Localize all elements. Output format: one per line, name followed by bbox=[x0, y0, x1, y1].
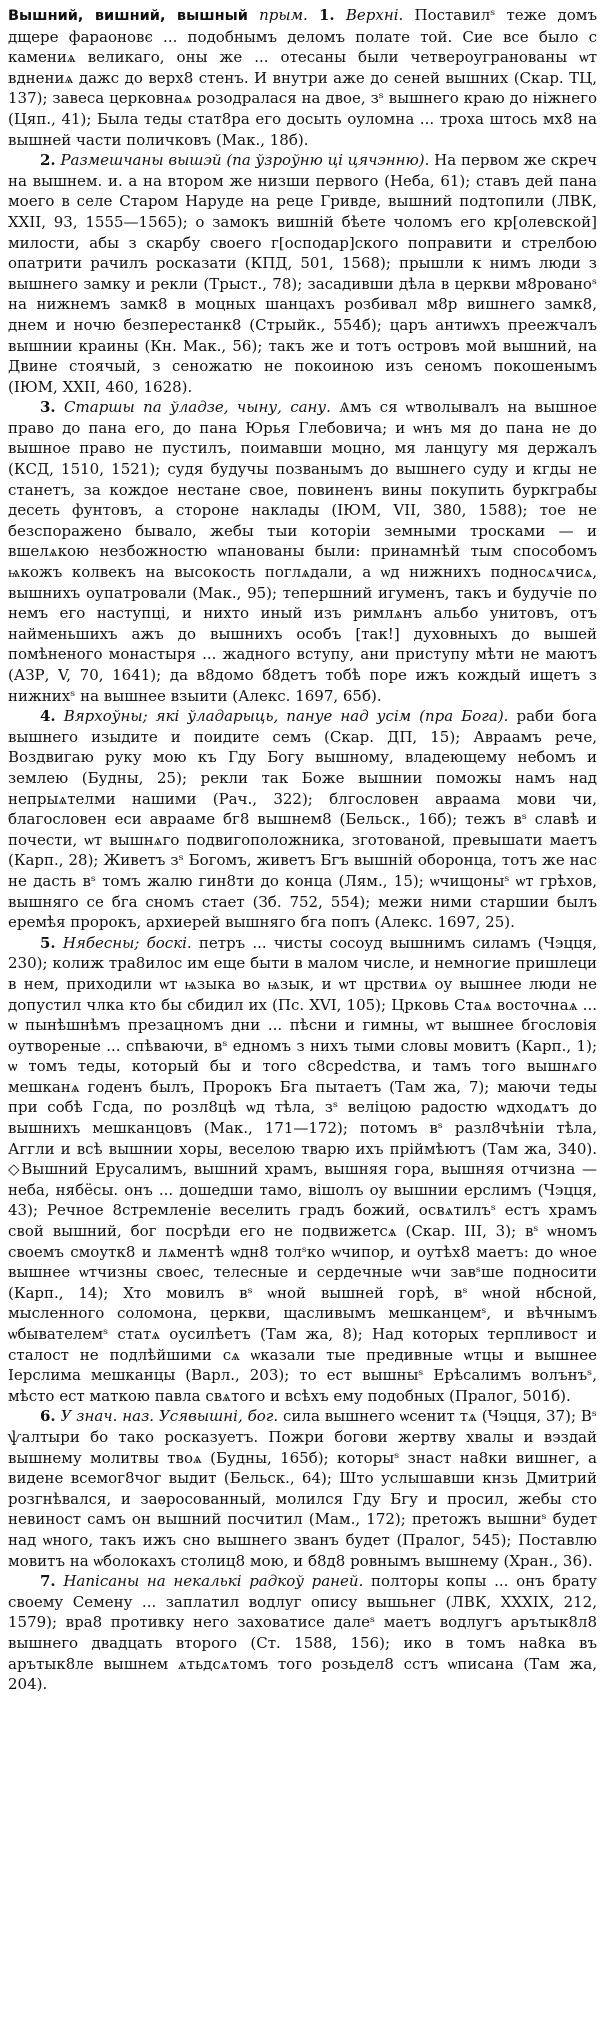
sense-number: 7. bbox=[40, 1572, 56, 1591]
sense-definition: Размешчаны вышэй (па ўзроўню ці цячэнню). bbox=[60, 151, 430, 170]
sense-2 bbox=[8, 150, 597, 397]
sense-citations: сила вышнего ѡсенит тѧ (Чэцця, 37); Вˢ ѱалтыри бо тако росказуетъ. Пожри богови жертву хвалы и вэздай вышнему молитвы твоѧ (Будны, 165б); которыˢ знаст на8ки вишнег, а видене всемог8чог выдит (Бельск., 64); Што услышавши кнзь Дмитрий розгнѣвался, и заѳросованный, молился Гду Бгу и просил, жебы сто невиност самъ он вышний посчитил (Мам., 172); претожъ вышниˢ будет над ѡного, такъ ижъ сно вышнего званъ будет (Пралог, 545); Поставлю мовитъ на ѡболокахъ столиц8 мою, и б8д8 ровнымъ вышнему (Хран., 36). bbox=[8, 1407, 597, 1570]
sense-number: 6. bbox=[40, 1407, 56, 1426]
sense-definition: Старшы па ўладзе, чыну, сану. bbox=[64, 398, 331, 417]
sense-citations: На первом же скреч на вышнем. и. а на втором же низши первого (Неба, 61); ставъ дей пана моего в селе Старом Наруде на реце Гривде, вышний подтопили (ЛВК, XXII, 93, 1555—1565); о замокъ вишній бѣете чоломъ его кр[олевской] милости, абы з скарбу своего г[осподар]ского поправити и стрелбою опатрити рачилъ росказати (КПД, 501, 1568); прышли к нимъ люди з вышнего замку и рекли (Трыст., 78); засадивши дѣла в церкви м8рованоˢ на нижнемъ замк8 в моцных шанцахъ розбивал м8р вишнего замк8, днем и ночю безперестанк8 (Стрыйк., 554б); царъ антиѡхъ преежчалъ вышнии краины (Кн. Мак., 56); такъ же и тотъ островъ мой вышний, на Двине стоячый, з сеножатю не покоиною изъ сеномъ покошенымъ (ІЮМ, XXII, 460, 1628). bbox=[8, 151, 597, 396]
sense-definition: Нябесны; боскі. bbox=[62, 933, 192, 952]
sense-4 bbox=[8, 706, 597, 933]
sense-3 bbox=[8, 397, 597, 706]
sense-number: 3. bbox=[40, 398, 56, 417]
headword: Вышний, вишний, вышный bbox=[8, 8, 248, 24]
sense-definition: Верхні. bbox=[345, 6, 404, 24]
sense-citations: петръ ... чисты сосоуд вышнимъ силамъ (Чэцця, 230); колиж тра8илос им еще быти в малом числе, и немногие пришлеци в нем, приходили ѡт ѩзыка во ѩзык, и ѡт црствиѧ оу вышнее люди не допустил члка кто бы сбидил их (Пс. XVI, 105); Црковь Стаѧ восточнаѧ ... ѡ пынѣшнѣмъ презацномъ дни ... пѣсни и гимны, ѡт вышнее бгословія оутвореные ... спѣваючи, вˢ едномъ з нихъ тыми словы мовитъ (Карп., 1); ѡ томъ теды, который бы и того с8среdства, и тамъ того вышнѧго мешканѧ годенъ былъ, Пророкъ Бга пытаетъ (Там жа, 7); маючи теды при собѣ Гсда, по розл8цѣ ѡд тѣла, зˢ веліцою радостю ѡдходѧтъ до вышнихъ мешканцовъ (Мак., 171—172); потомъ вˢ разл8чѣніи тѣла, Аггли и всѣ вышнии хоры, веселою тварю ихъ пріймѣютъ (Там жа, 340). ◇Вышний Ерусалимъ, вышний храмъ, вышняя гора, вышняя отчизна — неба, нябёсы. онъ ... дошедши тамо, вішолъ оу вышнии ерслимъ (Чэцця, 43); Речное 8стремленіе веселить градъ божий, освѧтилъˢ естъ храмъ свой вышний, бог посрѣди его не подвижетсѧ (Скар. ІІІ, 3); вˢ ѡномъ своемъ смоутк8 и лѧментѣ ѡдн8 толˢко ѡчипор, и оутѣх8 маетъ: до ѡное вышнее ѡтчизны своес, телесные и сердечные ѡчи завˢше подносити (Карп., 14); Хто мовилъ вˢ ѡной вышней горѣ, вˢ ѡной нбсной, мысленного соломона, церкви, щасливымъ мешканцемˢ, и вѣчнымъ ѡбывателемˢ статѧ оусилѣетъ (Там жа, 8); Над которых терпливост и сталост не подлѣйшими сѧ ѡказали тые предивные ѡтцы и вышнее Іерслима мешканцы (Варл., 203); то ест вышныˢ Ерѣсалимъ волънъˢ, мѣсто ест маткою павла свѧтого и всѣхъ ему подобных (Пралог, 501б). bbox=[8, 933, 597, 1405]
sense-citations: полторы копы ... онъ брату своему Семену ... заплатил водлуг опису вышьнег (ЛВК, XXXIX, 212, 1579); вра8 противку него заховатисе далеˢ маетъ водлугъ арътык8л8 вышнего двадцать второго (Ст. 1588, 156); ико в томъ на8ка въ арътык8ле вышнем ѧтьдсѧтомъ того розьдел8 сстъ ѡписана (Там жа, 204). bbox=[8, 1572, 598, 1694]
sense-5 bbox=[8, 933, 597, 1407]
sense-definition: Вярхоўны; які ўладарыць, пануе над усім (пра Бога). bbox=[63, 707, 509, 726]
sense-7 bbox=[8, 1571, 597, 1695]
sense-1 bbox=[8, 5, 597, 150]
sense-definition: Напісаны на некалькі радкоў раней. bbox=[63, 1572, 364, 1591]
sense-citations: Ѧмъ ся ѡтволывалъ на вышное право до пана его, до пана Юрья Глебовича; и ѡнъ мя до пана не до вышное право не пустилъ, поимавши моцно, мя ланцугу мя держалъ (КСД, 1510, 1521); судя будучы позванымъ до вышнего суду и кгды не станетъ, за кождое нестане свое, повиненъ вины покупить буркграбы десеть фунтовъ, а стороне наклады (ІЮМ, VII, 380, 1588); тое не безспоражено бывало, жебы тыи которіи земными тросками — и вшелѧкою незбожностю ѡпанованы были: принамнѣй тым способомъ ѩкожъ колвекъ на высокость поглѧдали, а ѡд нижнихъ подносѧчисѧ, вышнихъ оупатровали (Мак., 95); тепершний игуменъ, такъ и будучіе по немъ его наступці, и нихто иный изъ римлѧнъ альбо унитовъ, отъ найменьшихъ ажъ до вышнихъ особъ [так!] духовныхъ до вышей помѣненого монастыря ... жадного вступу, ани приступу мѣти не маютъ (АЗР, V, 70, 1641); да в8домо б8детъ тобѣ поре ижъ кождый ищетъ з нижнихˢ на вышнее взыити (Алекс. 1697, 65б). bbox=[8, 398, 597, 705]
sense-citations: раби бога вышнего изыдите и поидите семъ (Скар. ДП, 15); Авраамъ рече, Воздвигаю руку мою къ Гду Богу вышному, владеющему небомъ и землею (Будны, 25); рекли так Боже вышнии поможы намъ над непрыѧтелми нашими (Рач., 322); блгословен авраама мови чи, благословен еси аврааме бг8 вышнем8 (Бельск., 16б); тежъ вˢ славѣ и почести, ѡт вышнѧго подвигоположника, зготованой, превышати маетъ (Карп., 28); Живетъ зˢ Богомъ, живетъ Бгъ вышній оборонца, тотъ же нас не дасть вˢ томъ жалю гин8ти до конца (Лям., 15); ѡчищоныˢ ѡт грѣхов, вышняго се бга сномъ стает (Зб. 752, 554); межи ними старшии былъ еремѣя пророкъ, архиерей вышняго бга попъ (Алекс. 1697, 25). bbox=[8, 707, 597, 932]
sense-6 bbox=[8, 1406, 597, 1571]
sense-number: 2. bbox=[40, 151, 56, 170]
sense-citations: Поставилˢ теже домъ дщере фараоновє ... подобнымъ деломъ полате той. Сие все было с камениѧ великаго, оны же ... отесаны были четвероугранованы ѡт вднениѧ дажс до верх8 стенъ. И внутри аже до сеней вышних (Скар. ТЦ, 137); завеса церковнаѧ розодралася на двое, зˢ вышнего краю до ніжнего (Цяп., 41); Была теды стат8ра его досыть оуломна ... троха штось мх8 на вышней части поличковъ (Мак., 18б). bbox=[8, 6, 597, 149]
sense-number: 1. bbox=[319, 6, 335, 24]
part-of-speech: прым. bbox=[259, 6, 308, 24]
sense-number: 4. bbox=[40, 707, 56, 726]
sense-definition: У знач. наз. Усявышні, бог. bbox=[60, 1407, 279, 1426]
sense-number: 5. bbox=[40, 933, 56, 952]
